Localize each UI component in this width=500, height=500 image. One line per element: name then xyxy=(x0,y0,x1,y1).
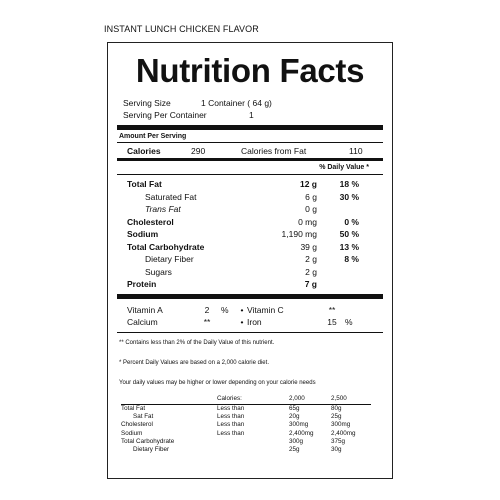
nutrient-amount: 39 g xyxy=(300,241,317,252)
vitamin-name: Vitamin A xyxy=(127,304,163,315)
nutrient-label: Saturated Fat xyxy=(145,191,197,202)
nutrient-amount: 7 g xyxy=(304,279,317,290)
table-row xyxy=(121,405,371,413)
table-row xyxy=(121,413,371,421)
table-cell xyxy=(217,445,289,453)
bullet-separator: • xyxy=(240,316,244,327)
table-cell: Sodium xyxy=(121,429,143,437)
servings-per-container-row xyxy=(123,109,383,121)
vitamin-value: ** xyxy=(328,304,336,315)
table-cell: Less than xyxy=(217,421,245,429)
nutrient-row-saturated-fat xyxy=(117,191,383,204)
divider-thick xyxy=(117,294,383,299)
table-cell: 2,400mg xyxy=(289,429,314,437)
nutrient-row-cholesterol xyxy=(117,216,383,229)
nutrient-row-protein xyxy=(117,278,383,291)
nutrient-row-total-fat xyxy=(117,178,383,191)
table-header-row xyxy=(121,394,371,405)
nutrient-row-sugars xyxy=(117,266,383,279)
table-row xyxy=(121,445,371,453)
vitamin-value: 15 xyxy=(327,316,337,327)
table-cell: 25g xyxy=(331,413,342,421)
nutrient-list xyxy=(117,178,383,291)
vitamin-name: Iron xyxy=(247,316,262,327)
divider xyxy=(117,174,383,175)
product-name: INSTANT LUNCH CHICKEN FLAVOR xyxy=(104,24,259,34)
serving-size-row xyxy=(123,97,383,109)
table-cell: Less than xyxy=(217,413,245,421)
table-cell: 2,500 xyxy=(331,395,347,403)
table-cell: 375g xyxy=(331,437,346,445)
table-row xyxy=(121,421,371,429)
table-cell: Less than xyxy=(217,405,245,413)
vitamin-name: Calcium xyxy=(127,316,158,327)
vitamin-row xyxy=(127,304,383,316)
calories-row xyxy=(127,143,383,158)
nutrient-amount: 6 g xyxy=(305,191,317,202)
nutrient-label: Dietary Fiber xyxy=(145,254,194,265)
serving-size-value: 1 Container ( 64 g) xyxy=(201,98,272,108)
nutrition-facts-label xyxy=(107,42,393,479)
nutrient-amount: 12 g xyxy=(299,179,317,190)
table-cell: 20g xyxy=(289,413,300,421)
table-cell: 300g xyxy=(289,437,304,445)
table-cell xyxy=(121,394,217,405)
nutrient-amount: 2 g xyxy=(305,266,317,277)
nutrient-percent: 30 % xyxy=(339,191,359,202)
table-cell: 30g xyxy=(331,446,342,454)
vitamin-value: 2 xyxy=(204,304,210,315)
table-cell: Cholesterol xyxy=(121,421,153,429)
footnote-calorie-needs: Your daily values may be higher or lower depending on your calorie needs xyxy=(119,379,316,386)
nutrient-amount: 1,190 mg xyxy=(281,229,317,240)
nutrient-percent: 18 % xyxy=(339,179,359,190)
nutrient-label: Cholesterol xyxy=(127,216,174,227)
table-cell: Sat Fat xyxy=(133,413,154,421)
vitamin-row xyxy=(127,316,383,328)
table-row xyxy=(121,437,371,445)
nutrient-label: Trans Fat xyxy=(145,204,181,215)
nutrient-percent: 13 % xyxy=(339,241,359,252)
nutrient-row-total-carbohydrate xyxy=(117,241,383,254)
divider-thick xyxy=(117,125,383,130)
table-cell: 2,400mg xyxy=(331,429,356,437)
servings-per-container-value: 1 xyxy=(249,110,254,120)
nutrient-percent: 8 % xyxy=(344,254,359,265)
nutrient-amount: 0 g xyxy=(305,204,317,215)
vitamin-list xyxy=(117,304,383,328)
calories-from-fat-label: Calories from Fat xyxy=(241,145,307,156)
nutrient-label: Sugars xyxy=(145,266,172,277)
serving-size-label: Serving Size xyxy=(123,98,171,108)
calories-from-fat-value: 110 xyxy=(349,145,363,156)
table-cell: Total Fat xyxy=(121,405,146,413)
label-title: Nutrition Facts xyxy=(135,52,365,89)
table-cell: Dietary Fiber xyxy=(133,446,170,454)
table-cell: 2,000 xyxy=(289,395,305,403)
daily-value-header: % Daily Value * xyxy=(319,164,369,171)
table-cell: 300mg xyxy=(331,421,351,429)
table-cell: Total Carbohydrate xyxy=(121,437,175,445)
nutrient-label: Protein xyxy=(127,279,157,290)
nutrient-percent: 50 % xyxy=(339,229,359,240)
amount-per-serving: Amount Per Serving xyxy=(119,133,187,140)
table-row xyxy=(121,429,371,437)
nutrient-row-sodium xyxy=(117,228,383,241)
serving-info xyxy=(123,97,383,121)
table-cell: 65g xyxy=(289,405,300,413)
nutrient-percent: 0 % xyxy=(344,216,359,227)
calories-label: Calories xyxy=(127,145,161,156)
nutrient-label: Total Carbohydrate xyxy=(127,241,205,252)
nutrient-label: Sodium xyxy=(127,229,159,240)
nutrient-amount: 2 g xyxy=(305,254,317,265)
table-cell: 300mg xyxy=(289,421,309,429)
divider xyxy=(117,332,383,333)
bullet-separator: • xyxy=(240,304,244,315)
nutrient-label: Total Fat xyxy=(127,179,162,190)
table-cell: 80g xyxy=(331,405,342,413)
footnote-less-than-2-percent: ** Contains less than 2% of the Daily Value of this nutrient. xyxy=(119,339,275,346)
table-cell xyxy=(217,437,289,445)
table-cell: 25g xyxy=(289,446,300,454)
nutrient-amount: 0 mg xyxy=(298,216,317,227)
table-cell: Calories: xyxy=(217,395,242,403)
calories-value: 290 xyxy=(191,145,206,156)
vitamin-name: Vitamin C xyxy=(247,304,284,315)
nutrient-row-trans-fat xyxy=(117,203,383,216)
vitamin-percent-sign: % xyxy=(345,316,353,327)
daily-value-reference-table xyxy=(121,394,371,454)
vitamin-value: ** xyxy=(203,316,211,327)
servings-per-container-label: Serving Per Container xyxy=(123,110,207,120)
table-cell: Less than xyxy=(217,429,245,437)
nutrient-row-dietary-fiber xyxy=(117,253,383,266)
vitamin-percent-sign: % xyxy=(221,304,229,315)
footnote-daily-values-basis: * Percent Daily Values are based on a 2,000 calorie diet. xyxy=(119,359,269,366)
